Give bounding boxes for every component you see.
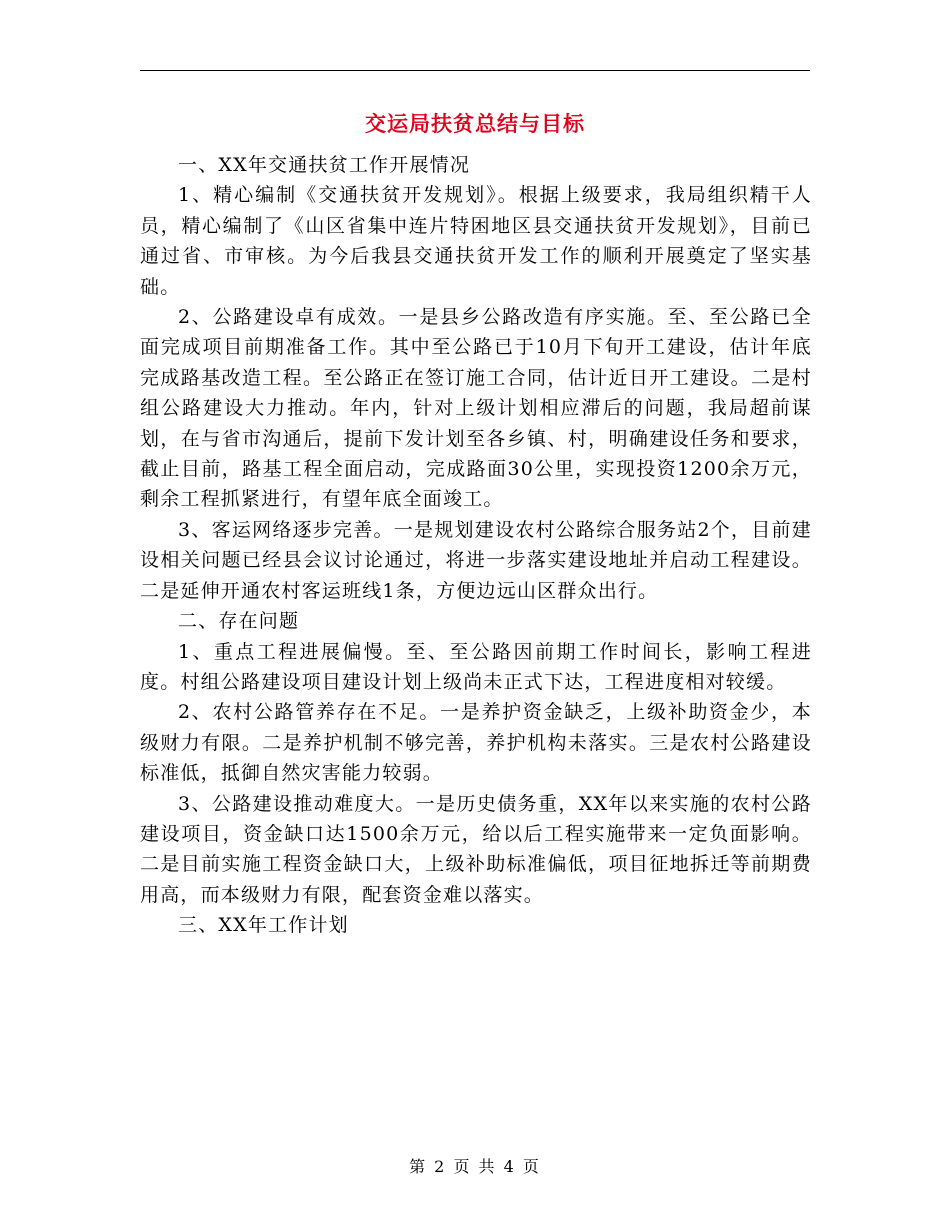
section-heading: 三、XX年工作计划 — [178, 914, 349, 937]
document-body — [140, 150, 812, 941]
paragraph: 3、公路建设推动难度大。一是历史债务重，XX年以来实施的农村公路建设项目，资金缺口达1500余万元，给以后工程实施带来一定负面影响。二是目前实施工程资金缺口大，上级补助标准偏低，项目征地拆迁等前期费用高，而本级财力有限，配套资金难以落实。 — [140, 792, 812, 906]
paragraph: 3、客运网络逐步完善。一是规划建设农村公路综合服务站2个，目前建设相关问题已经县会议讨论通过，将进一步落实建设地址并启动工程建设。二是延伸开通农村客运班线1条，方便边远山区群众出行。 — [140, 518, 812, 602]
section-heading: 二、存在问题 — [178, 610, 300, 633]
document-title: 交运局扶贫总结与目标 — [365, 111, 585, 136]
page-number-footer: 第 2 页 共 4 页 — [409, 1157, 541, 1176]
paragraph: 1、精心编制《交通扶贫开发规划》。根据上级要求，我局组织精干人员，精心编制了《山区省集中连片特困地区县交通扶贫开发规划》，目前已通过省、市审核。为今后我县交通扶贫开发工作的顺利开展奠定了坚实基础。 — [140, 184, 812, 298]
paragraph: 2、公路建设卓有成效。一是县乡公路改造有序实施。至、至公路已全面完成项目前期准备工作。其中至公路已于10月下旬开工建设，估计年底完成路基改造工程。至公路正在签订施工合同，估计近日开工建设。二是村组公路建设大力推动。年内，针对上级计划相应滞后的问题，我局超前谋划，在与省市沟通后，提前下发计划至各乡镇、村，明确建设任务和要求，截止目前，路基工程全面启动，完成路面30公里，实现投资1200余万元，剩余工程抓紧进行，有望年底全面竣工。 — [140, 306, 812, 511]
paragraph: 2、农村公路管养存在不足。一是养护资金缺乏，上级补助资金少，本级财力有限。二是养护机制不够完善，养护机构未落实。三是农村公路建设标准低，抵御自然灾害能力较弱。 — [140, 701, 812, 785]
section-heading: 一、XX年交通扶贫工作开展情况 — [178, 154, 471, 176]
header-rule — [140, 70, 810, 71]
paragraph: 1、重点工程进展偏慢。至、至公路因前期工作时间长，影响工程进度。村组公路建设项目建设计划上级尚未正式下达，工程进度相对较缓。 — [140, 640, 812, 693]
